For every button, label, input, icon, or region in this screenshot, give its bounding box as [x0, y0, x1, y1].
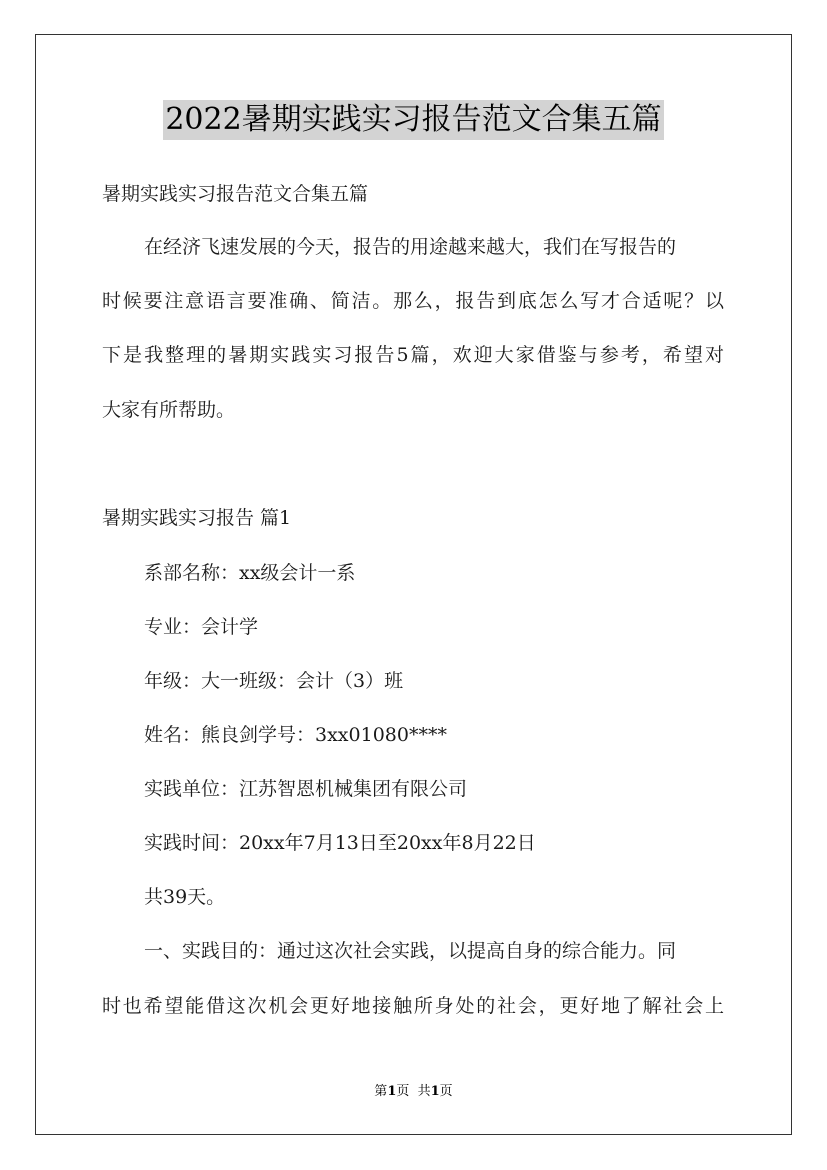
footer-page-number: 1: [387, 1084, 397, 1099]
intro-line-3: 下是我整理的暑期实践实习报告5篇，欢迎大家借鉴与参考，希望对: [102, 344, 724, 366]
footer-page-suffix: 页: [439, 1084, 453, 1099]
field-department: 系部名称：xx级会计一系: [144, 562, 356, 584]
field-total-days: 共39天。: [144, 886, 226, 908]
field-major: 专业：会计学: [144, 616, 259, 638]
document-subtitle: 暑期实践实习报告范文合集五篇: [102, 183, 369, 205]
intro-line-2: 时候要注意语言要准确、简洁。那么，报告到底怎么写才合适呢？以: [102, 290, 724, 312]
footer-page-mid: 页 共: [396, 1084, 431, 1099]
section-heading: 暑期实践实习报告 篇1: [102, 507, 292, 529]
document-title: 2022暑期实践实习报告范文合集五篇: [163, 100, 663, 140]
purpose-line-2: 时也希望能借这次机会更好地接触所身处的社会，更好地了解社会上: [102, 995, 724, 1017]
intro-line-1: 在经济飞速发展的今天，报告的用途越来越大，我们在写报告的: [144, 236, 677, 258]
page-footer: [0, 1083, 827, 1101]
footer-page-prefix: 第: [374, 1084, 388, 1099]
title-container: [0, 100, 827, 140]
footer-page-total: 1: [430, 1084, 440, 1099]
field-practice-time: 实践时间：20xx年7月13日至20xx年8月22日: [144, 832, 536, 854]
field-name-id: 姓名：熊良剑学号：3xx01080****: [144, 724, 447, 746]
field-practice-unit: 实践单位：江苏智恩机械集团有限公司: [144, 778, 468, 800]
purpose-line-1: 一、实践目的：通过这次社会实践，以提高自身的综合能力。同: [144, 940, 677, 962]
intro-line-4: 大家有所帮助。: [102, 399, 236, 421]
field-grade-class: 年级：大一班级：会计（3）班: [144, 670, 404, 692]
